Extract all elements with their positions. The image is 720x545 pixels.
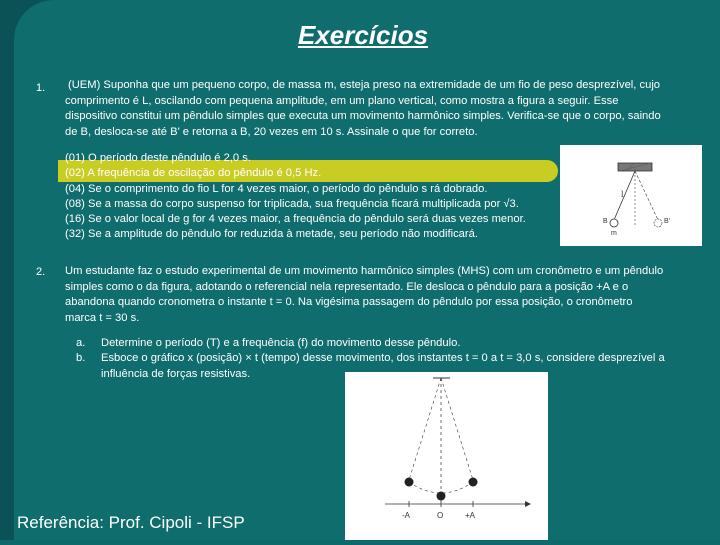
item-a-text: Determine o período (T) e a frequência (f) do movimento desse pêndulo. [101, 337, 461, 349]
label-m: m [611, 230, 617, 237]
label-l: l [621, 189, 624, 199]
pendulum-amplitude-diagram [345, 372, 548, 540]
question-2-number: 2. [36, 266, 46, 278]
question-1-options [65, 151, 526, 243]
option-16: (16) Se o valor local de g for 4 vezes maior, a frequência do pêndulo será duas vezes menor. [65, 213, 526, 226]
label-b-prime: B' [664, 218, 671, 225]
label-b: B [603, 218, 608, 225]
pendulum-figure-1 [560, 145, 702, 246]
question-2-text: Um estudante faz o estudo experimental de um movimento harmônico simples (MHS) com um cronômetro e um pêndulo simples como o da figura, adotando o referencial nela representado. Ele desloca o pêndulo para a posição +A e o abandona quando cronometra o instante t = 0. Na vigésima passagem do pêndulo por essa posição, o cronômetro marca t = 30 s. [65, 265, 664, 324]
item-b-letter: b. [76, 352, 86, 364]
reference-footer: Referência: Prof. Cipoli - IFSP [17, 513, 245, 532]
pendulum-string [614, 171, 635, 220]
bob-negative-a [405, 478, 414, 487]
x-axis-arrow-icon [525, 501, 531, 507]
label-zero: O [437, 511, 444, 520]
option-08: (08) Se a massa do corpo suspenso for triplicada, sua frequência ficará multiplicada por √3. [65, 197, 519, 210]
string-left [409, 378, 441, 480]
label-negative-a: -A [402, 511, 410, 520]
pendulum-figure-2 [345, 372, 548, 540]
pendulum-bob-b [610, 219, 618, 227]
item-a-letter: a. [76, 337, 86, 349]
option-01: (01) O período deste pêndulo é 2,0 s. [65, 152, 251, 164]
string-right [441, 378, 473, 480]
label-positive-a: +A [465, 511, 476, 520]
question-1-text: (UEM) Suponha que um pequeno corpo, de massa m, esteja preso na extremidade de um fio de peso desprezível, cujo comprimento é L, oscilando com pequena amplitude, em um plano vertical, como mostra a figura a seguir. Esse dispositivo constitui um pêndulo simples que executa um movimento harmônico simples. Verifica-se que o corpo, saindo de B, desloca-se até B' e retorna a B, 20 vezes em 10 s. Assinale o que for correto. [65, 79, 661, 138]
option-02: (02) A frequência de oscilação do pêndulo é 0,5 Hz. [65, 167, 322, 180]
item-b-text: Esboce o gráfico x (posição) × t (tempo) desse movimento, dos instantes t = 0 a t = 3,0 s, considere desprezível a influência de forças resistivas. [101, 352, 665, 380]
option-04: (04) Se o comprimento do fio L for 4 vezes maior, o período do pêndulo s rá dobrado. [65, 182, 488, 195]
option-32: (32) Se a amplitude do pêndulo for reduzida à metade, seu período não modificará. [65, 228, 478, 241]
page-title: Exercícios [297, 20, 429, 50]
pendulum-bob-b-prime [654, 219, 662, 227]
pendulum-string-dashed [635, 171, 658, 220]
pendulum-diagram [560, 145, 702, 246]
bob-positive-a [469, 478, 478, 487]
bob-center [437, 492, 446, 501]
question-1-number: 1. [36, 82, 46, 94]
